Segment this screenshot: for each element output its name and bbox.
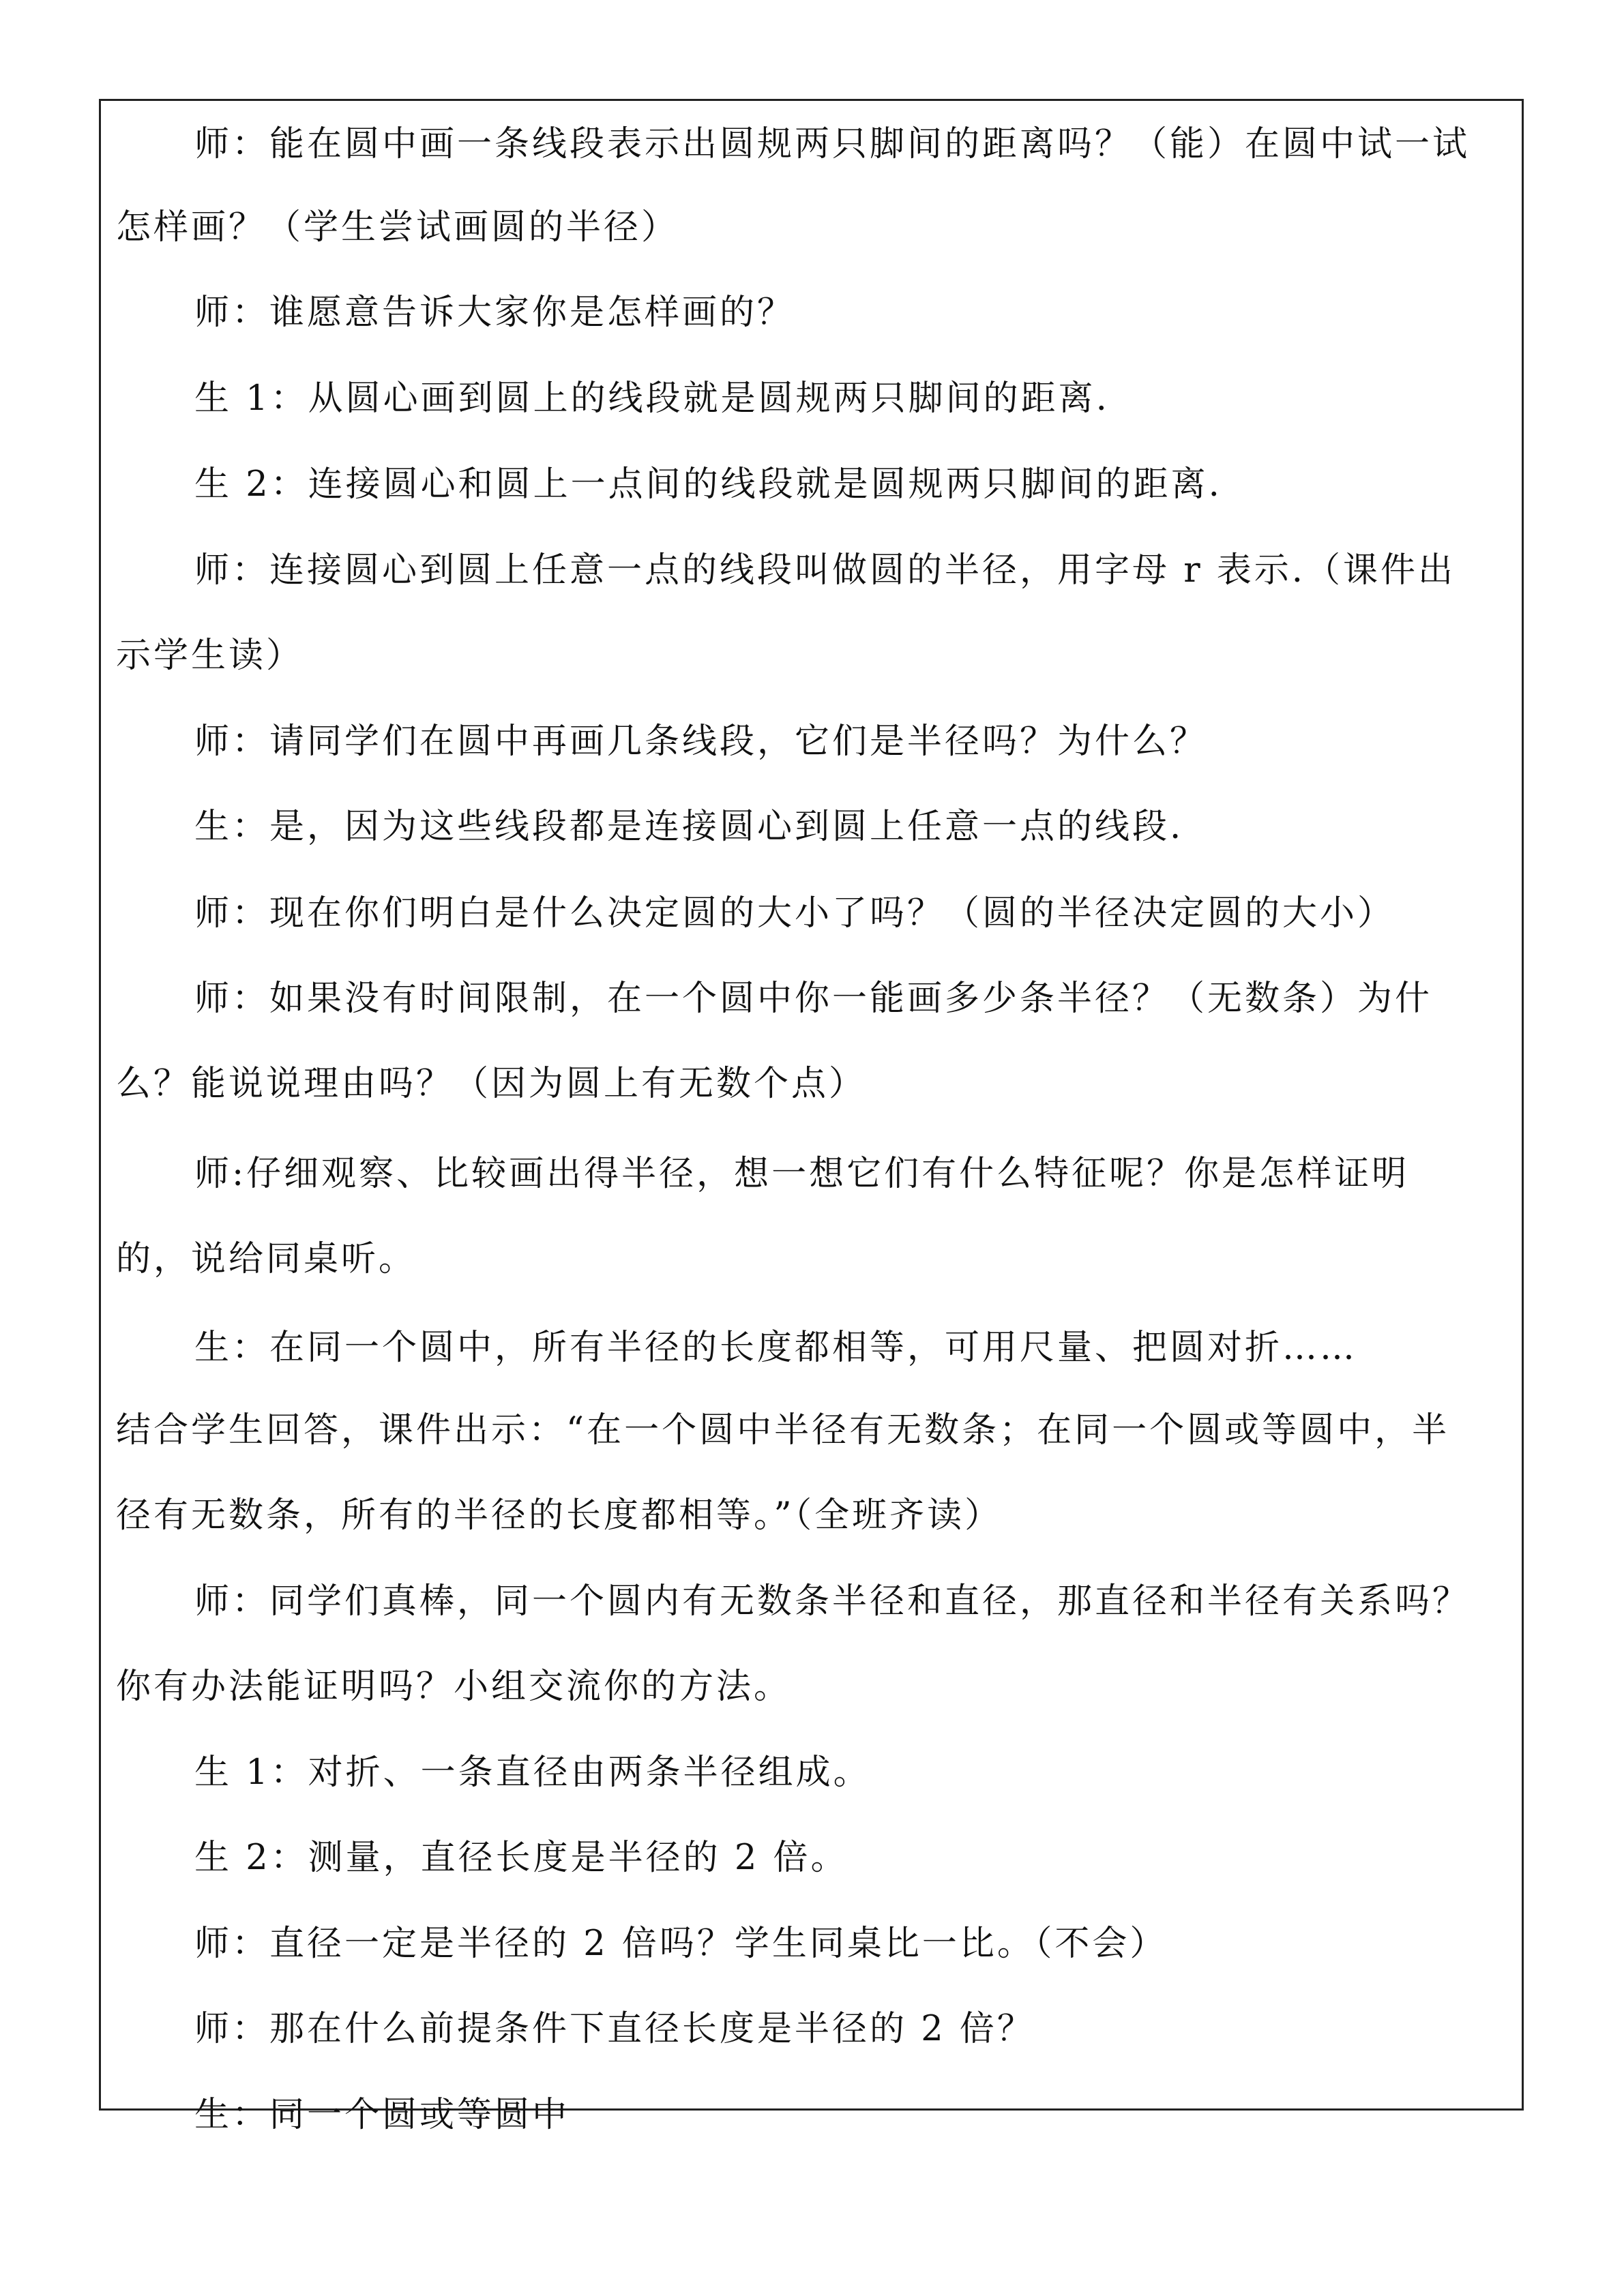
text-line-5: 生 2：连接圆心和圆上一点间的线段就是圆规两只脚间的距离. xyxy=(194,464,1222,505)
text-line-8: 师：请同学们在圆中再画几条线段，它们是半径吗？为什么？ xyxy=(194,721,1208,762)
text-line-17: 径有无数条，所有的半径的长度都相等。”（全班齐读） xyxy=(116,1495,1003,1536)
text-line-22: 师：直径一定是半径的 2 倍吗？学生同桌比一比。（不会） xyxy=(194,1924,1168,1964)
text-line-23: 师：那在什么前提条件下直径长度是半径的 2 倍？ xyxy=(194,2009,1035,2049)
text-line-7: 示学生读） xyxy=(116,636,304,676)
text-line-24: 生：同一个圆或等圆中 xyxy=(194,2095,570,2135)
text-line-4: 生 1：从圆心画到圆上的线段就是圆规两只脚间的距离. xyxy=(194,378,1110,419)
text-line-11: 师：如果没有时间限制，在一个圆中你一能画多少条半径？（无数条）为什 xyxy=(194,979,1433,1019)
text-line-6: 师：连接圆心到圆上任意一点的线段叫做圆的半径，用字母 r 表示.（课件出 xyxy=(194,550,1456,591)
text-line-10: 师：现在你们明白是什么决定圆的大小了吗？（圆的半径决定圆的大小） xyxy=(194,893,1396,934)
text-line-16: 结合学生回答，课件出示：“在一个圆中半径有无数条；在同一个圆或等圆中，半 xyxy=(116,1410,1450,1450)
text-line-3: 师：谁愿意告诉大家你是怎样画的？ xyxy=(194,293,795,333)
text-line-2: 怎样画？（学生尝试画圆的半径） xyxy=(116,207,679,248)
text-line-14: 的，说给同桌听。 xyxy=(116,1239,417,1279)
text-line-21: 生 2：测量，直径长度是半径的 2 倍。 xyxy=(194,1838,848,1878)
text-line-9: 生：是，因为这些线段都是连接圆心到圆上任意一点的线段. xyxy=(194,807,1184,847)
text-line-1: 师：能在圆中画一条线段表示出圆规两只脚间的距离吗？（能）在圆中试一试 xyxy=(194,124,1471,164)
text-line-13: 师:仔细观察、比较画出得半径，想一想它们有什么特征呢？你是怎样证明 xyxy=(194,1154,1410,1194)
text-line-15: 生：在同一个圆中，所有半径的长度都相等，可用尺量、把圆对折…… xyxy=(194,1328,1358,1368)
text-line-19: 你有办法能证明吗？小组交流你的方法。 xyxy=(116,1667,792,1707)
text-line-20: 生 1：对折、一条直径由两条半径组成。 xyxy=(194,1753,871,1793)
text-line-12: 么？能说说理由吗？（因为圆上有无数个点） xyxy=(116,1064,867,1104)
text-line-18: 师：同学们真棒，同一个圆内有无数条半径和直径，那直径和半径有关系吗？ xyxy=(194,1581,1471,1622)
